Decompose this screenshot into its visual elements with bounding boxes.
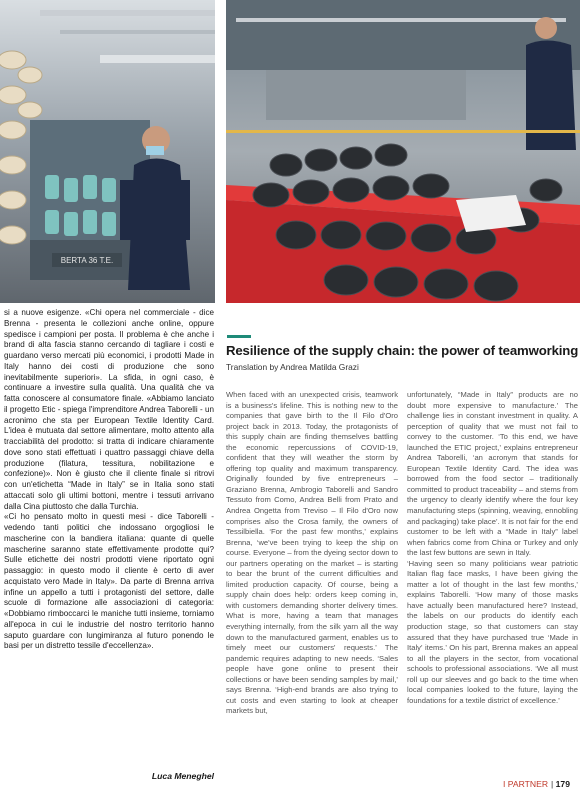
photo-left-worker [0,0,215,303]
english-text-column-2 [407,390,578,706]
page-footer [503,779,570,789]
photo-right-spools [226,0,580,303]
photo-right-illustration [226,0,580,303]
footer-section: I PARTNER [502,779,549,789]
english-col1-paragraph-1: When faced with an unexpected crisis, teamwork is a business's lifeline. This is nothing new to the companies that gave birth to the Il Filo d'Oro project back in 2013. Today, the protagonists of this supply chain are finding themselves battling the economic repercussions of COVID-19, confident that they will weather the storm by offering top quality and maximum transparency. Originally founded by five entrepreneurs – Graziano Brenna, Ambrogio Taborelli and Sandro Tessuto from Como, Andrea Belli from Prato and Andrea Ongetta from Treviso – Il Filo d'Oro now comprises also the Crosa family, the owners of Tessilbiella. ‘For the past few months,’ explains Brenna, ‘we've been trying to keep the ship on course. Everyone – from the dyeing sector down to our partners operating on the market – is starting to bear the brunt of the current difficulties and limited production capacity. Of course, being a supply chain does help: orders keep coming in, with customers demanding shorter delivery times. What is more, having a team that manages everything internally, from the silk yarn all the way down to the manufactured garment, enables us to timely meet our customers' requests.’ The pandemic requires adapting to new needs. ‘Sales people have gone online to present their collections or have been sending samples by mail,’ says Brenna. ‘High-end brands are also trying to cut costs and even starting to look at cheaper markets but, [226,390,398,716]
page-number: 179 [555,779,570,789]
italian-text-column [4,308,214,652]
english-text-column-1 [226,390,398,717]
article-headline: Resilience of the supply chain: the power of teamworking [226,343,579,358]
headline-accent-bar [227,335,251,338]
english-col2-paragraph-1: unfortunately, “Made in Italy” products are no doubt more expensive to manufacture.’ The challenge lies in constant investment in quality. A perception of quality that we must not fail to convey to the customer. ‘To this end, we have launched the ETIC project,’ explains entrepreneur Andrea Taborelli, ‘an acronym that stands for European Textile Identity Card. The idea was borrowed from the food sector – traditionally committed to product traceability – and stems from the urgency to clearly identify where the four key manufacturing steps (spinning, weaving, ennobling and packaging) take place’. It is not fair for the end customer to be left with a “Made in Italy” label when fabrics come from China or Turkey and only the last few buttons are sewn in Italy. [407,390,578,558]
english-col2-paragraph-2: ‘Having seen so many politicians wear patriotic Italian flag face masks, I have been giving the matter a lot of thought in the last few months,’ explains Taborelli. ‘How many of those masks have actually been manufactured here? Instead, the labels on our products do identify each production stage, so that customers can stay assured that they have purchased true ‘Made in Italy’ items.’ On his part, Brenna makes an appeal to all the players in the sector, from vocational schools to professional associations. ‘We all must roll up our sleeves and go back to the time when local companies looked to the future, laying the foundations for a textile district of excellence.’ [407,558,578,705]
machine-label: BERTA 36 T.E. [60,256,114,265]
italian-paragraph-1: si a nuove esigenze. «Chi opera nel commerciale - dice Brenna - presenta le collezioni anche online, oppure spedisce i campioni per posta. Il problema è che anche i brand di alta fascia stanno cercando di tagliare i costi e guardano verso mercati più economici, i prodotti Made in Italy hanno dei costi di produzione che sono inevitabilmente superiori». La sfida, in ogni caso, è continuare a investire sulla qualità. Una qualità che va fatta conoscere al consumatore finale. «Abbiamo lanciato il progetto Etic - spiega l'imprenditore Andrea Taborelli - un acronimo che sta per European Textile Identity Card. L'idea è mutuata dal settore alimentare, molto attento alla tracciabilità del prodotto: si tratta di indicare chiaramente dove sono stati effettuati i quattro passaggi chiave della produzione (filatura, tessitura, nobilitazione e confezione)». Non è giusto che il cliente finale si ritrovi con un'etichetta “Made in Italy” se in Italia sono stati attaccati solo gli ultimi bottoni, mentre i tessuti arrivano dalla Cina piuttosto che dalla Turchia. [4,308,214,511]
author-byline: Luca Meneghel [151,771,214,781]
translation-credit: Translation by Andrea Matilda Grazi [226,362,359,372]
photo-left-illustration [0,0,215,303]
footer-separator: | [551,779,554,789]
italian-paragraph-2: «Ci ho pensato molto in questi mesi - dice Taborelli - vedendo tanti politici che indossano orgogliosi le mascherine con la bandiera italiana: quante di quelle mascherine saranno state effettivamente prodotte qui? Sulle etichette dei nostri prodotti viene riportato ogni passaggio: in questo modo il cliente è certo di aver acquistato vero Made in Italy». Da parte di Brenna arriva infine un appello a tutti i protagonisti del settore, dalle scuole di formazione alle associazioni di categoria: «Dobbiamo rimboccarci le maniche tutti insieme, torniamo all'epoca in cui le industrie del nostro territorio hanno saputo guardare con lungimiranza al futuro ponendo le basi per un distretto tessile d'eccellenza». [4,512,214,651]
